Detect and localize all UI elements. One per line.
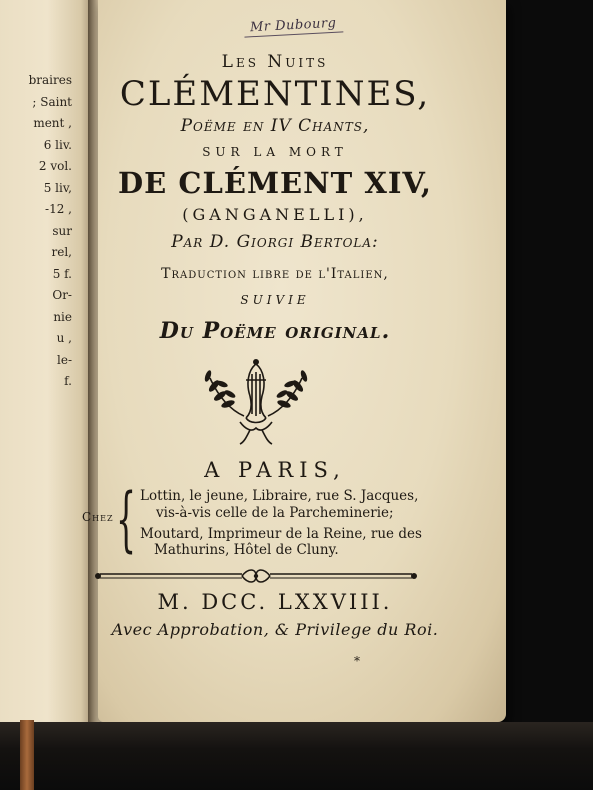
previous-page-fragment: 5 liv, [43, 180, 72, 195]
previous-page-fragment: ; Saint [32, 94, 72, 109]
translation-line: Traduction libre de l'Italien, [161, 266, 389, 282]
imprint-place: A PARIS, [204, 458, 346, 482]
previous-page-fragment: sur [52, 223, 72, 238]
previous-page-fragment: rel, [51, 245, 72, 259]
previous-page-fragment: 6 liv. [43, 137, 72, 152]
previous-page-fragment: -12 , [45, 202, 72, 216]
previous-page-fragment: f. [64, 374, 72, 388]
publisher-lottin-line2: vis-à-vis celle de la Parcheminerie; [156, 505, 394, 521]
brace-icon: { [116, 478, 137, 560]
suivie-line: SUIVIE [240, 293, 310, 307]
original-poem-line: Du Poëme original. [159, 318, 391, 344]
previous-page-fragment: 5 f. [52, 266, 72, 281]
ownership-inscription: Mr Dubourg [244, 15, 343, 37]
previous-page-fragment: u , [56, 331, 72, 345]
previous-page-text [2, 70, 72, 393]
publisher-lottin-line1: Lottin, le jeune, Libraire, rue S. Jacques, [140, 488, 419, 504]
subtitle-ganganelli: (GANGANELLI), [182, 205, 368, 224]
imprint-chez: Chez [82, 510, 114, 524]
title-line-les-nuits: Les Nuits [221, 52, 329, 72]
lyre-ornament-icon [200, 356, 312, 446]
decorative-rule [92, 566, 420, 586]
publisher-moutard-line2: Mathurins, Hôtel de Cluny. [154, 542, 339, 558]
bookmark-ribbon [20, 720, 34, 790]
previous-page-fragment: ment , [33, 116, 72, 130]
previous-page-fragment: 2 vol. [38, 159, 72, 173]
subtitle-sur-la-mort: SUR LA MORT [202, 145, 348, 159]
previous-page-fragment: braires [28, 73, 72, 87]
privilege-line: Avec Approbation, & Privilege du Roi. [111, 620, 439, 639]
subtitle-clement-xiv: DE CLÉMENT XIV, [118, 166, 432, 200]
page-edges [0, 722, 593, 790]
subtitle-poeme: Poëme en IV Chants, [180, 116, 370, 136]
asterisk-mark: * [354, 654, 360, 668]
title-line-clementines: CLÉMENTINES, [119, 74, 431, 114]
publisher-moutard-line1: Moutard, Imprimeur de la Reine, rue des [140, 526, 422, 542]
previous-page-fragment: nie [53, 309, 72, 324]
previous-page [0, 0, 92, 730]
previous-page-fragment: Or- [52, 288, 72, 302]
imprint-date: M. DCC. LXXVIII. [157, 590, 393, 614]
author-line: Par D. Giorgi Bertola: [171, 232, 379, 252]
previous-page-fragment: le- [57, 352, 72, 367]
